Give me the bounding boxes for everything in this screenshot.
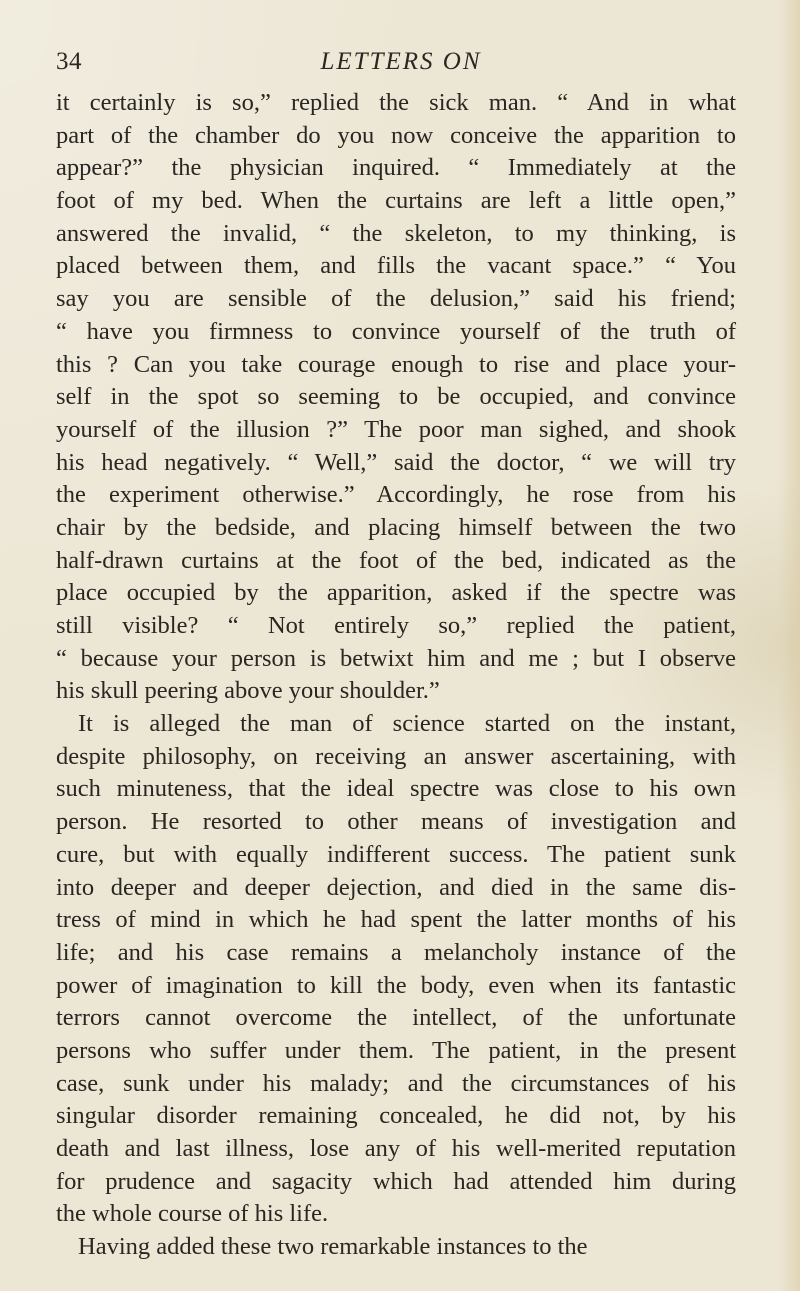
text-line: chair by the bedside, and placing himself between the two: [56, 513, 736, 541]
running-head: [56, 48, 746, 82]
paragraph: [56, 1231, 736, 1264]
text-line: the experiment otherwise.” Accordingly, he rose from his: [56, 481, 736, 509]
text-line: tress of mind in which he had spent the latter months of his: [56, 906, 736, 934]
text-line: self in the spot so seeming to be occupied, and convince: [56, 383, 736, 411]
text-line: part of the chamber do you now conceive the apparition to: [56, 121, 736, 149]
text-line: into deeper and deeper dejection, and died in the same dis-: [56, 873, 736, 901]
text-line: terrors cannot overcome the intellect, of the unfortunate: [56, 1004, 736, 1032]
text-line: say you are sensible of the delusion,” said his friend;: [56, 285, 736, 313]
paragraph: [56, 87, 736, 708]
text-line: such minuteness, that the ideal spectre was close to his own: [56, 775, 736, 803]
text-line: his head negatively. “ Well,” said the doctor, “ we will try: [56, 448, 736, 476]
text-line: the whole course of his life.: [56, 1200, 329, 1228]
text-line: case, sunk under his malady; and the circumstances of his: [56, 1069, 736, 1097]
running-head-title: LETTERS ON: [320, 48, 482, 75]
paragraph: [56, 708, 736, 1231]
page-number: 34: [56, 48, 82, 75]
text-line: yourself of the illusion ?” The poor man sighed, and shook: [56, 415, 736, 443]
text-line: power of imagination to kill the body, even when its fantastic: [56, 971, 736, 999]
text-line: persons who suffer under them. The patient, in the present: [56, 1036, 736, 1064]
text-line: person. He resorted to other means of investigation and: [56, 808, 736, 836]
text-line: foot of my bed. When the curtains are left a little open,”: [56, 187, 736, 215]
text-line: despite philosophy, on receiving an answer ascertaining, with: [56, 742, 736, 770]
text-line: death and last illness, lose any of his well-merited reputation: [56, 1135, 736, 1162]
text-line: place occupied by the apparition, asked if the spectre was: [56, 579, 736, 607]
text-line: his skull peering above your shoulder.”: [56, 677, 440, 705]
text-line: singular disorder remaining concealed, he did not, by his: [56, 1102, 736, 1130]
text-line: Having added these two remarkable instances to the: [78, 1233, 588, 1261]
text-line: this ? Can you take courage enough to rise and place your-: [56, 350, 736, 378]
body-text: [56, 87, 736, 1264]
text-line: It is alleged the man of science started on the instant,: [78, 710, 736, 738]
text-line: placed between them, and fills the vacant space.” “ You: [56, 252, 736, 280]
text-line: half-drawn curtains at the foot of the bed, indicated as the: [56, 546, 736, 574]
text-line: answered the invalid, “ the skeleton, to my thinking, is: [56, 219, 736, 247]
text-line: for prudence and sagacity which had attended him during: [56, 1167, 736, 1195]
text-line: appear?” the physician inquired. “ Immediately at the: [56, 154, 736, 182]
text-line: “ because your person is betwixt him and me ; but I observe: [56, 644, 736, 672]
text-line: it certainly is so,” replied the sick man. “ And in what: [56, 89, 736, 116]
text-line: cure, but with equally indifferent success. The patient sunk: [56, 840, 736, 868]
page-edge-shadow: [778, 0, 800, 1291]
text-line: “ have you firmness to convince yourself of the truth of: [56, 317, 736, 345]
text-line: still visible? “ Not entirely so,” replied the patient,: [56, 612, 736, 639]
text-line: life; and his case remains a melancholy instance of the: [56, 938, 736, 966]
